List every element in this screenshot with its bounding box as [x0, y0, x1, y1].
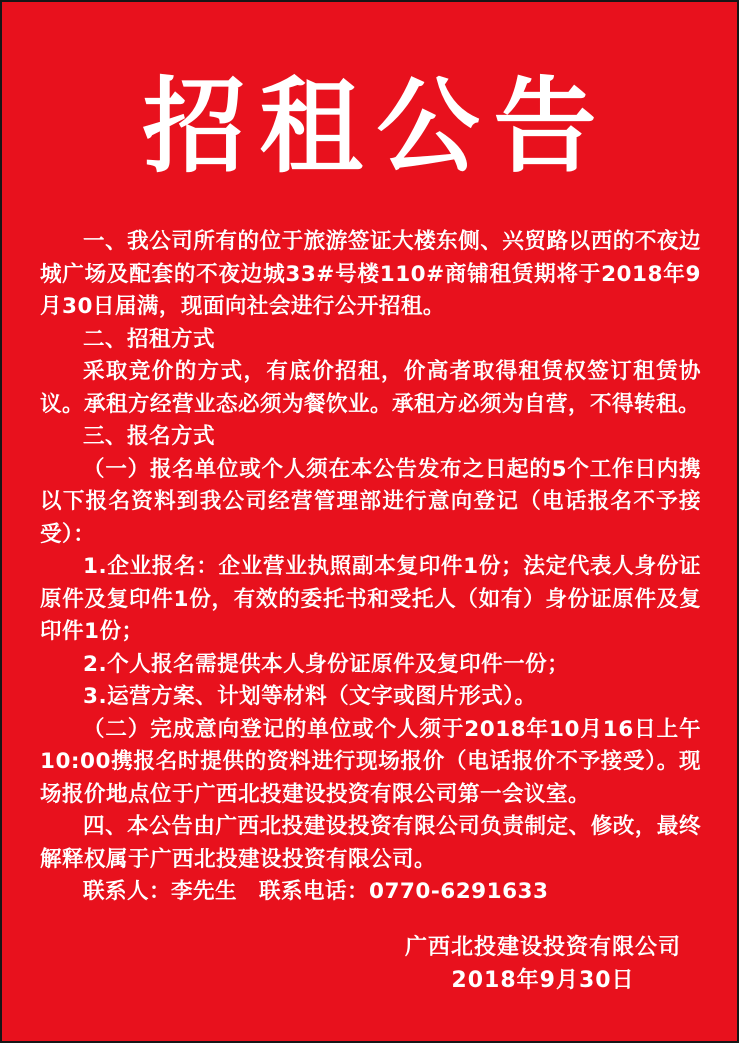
- signature-date: 2018年9月30日: [451, 967, 635, 993]
- paragraph-bidding: （二）完成意向登记的单位或个人须于2018年10月16日上午10:00携报名时提供的资料进行现场报价（电话报价不予接受）。现场报价地点位于广西北投建设投资有限公司第一会议室。: [40, 716, 701, 807]
- paragraph-intro: 一、我公司所有的位于旅游签证大楼东侧、兴贸路以西的不夜边城广场及配套的不夜边城33#号楼110#商铺租赁期将于2018年9月30日届满，现面向社会进行公开招租。: [40, 229, 701, 320]
- paragraph-individual-materials: 2.个人报名需提供本人身份证原件及复印件一份；: [83, 651, 570, 677]
- paragraph-rental-method: 采取竞价的方式，有底价招租，价高者取得租赁权签订租赁协议。承租方经营业态必须为餐饮业。承租方必须为自营，不得转租。: [40, 359, 701, 417]
- signature-company: 广西北投建设投资有限公司: [404, 934, 681, 960]
- contact-line: 联系人：李先生 联系电话：0770-6291633: [83, 879, 549, 905]
- poster-title: 招租公告: [142, 66, 611, 187]
- signature-block: [2, 931, 737, 997]
- paragraph-registration-1: （一）报名单位或个人须在本公告发布之日起的5个工作日内携以下报名资料到我公司经营管理部进行意向登记（电话报名不予接受）：: [40, 456, 701, 547]
- paragraph-operation-plan: 3.运营方案、计划等材料（文字或图片形式）。: [83, 684, 537, 710]
- section-heading-registration: 三、报名方式: [83, 424, 216, 450]
- paragraph-interpretation-rights: 四、本公告由广西北投建设投资有限公司负责制定、修改，最终解释权属于广西北投建设投资有限公司。: [40, 814, 701, 872]
- announcement-body: [2, 226, 737, 909]
- paragraph-enterprise-materials: 1.企业报名：企业营业执照副本复印件1份；法定代表人身份证原件及复印件1份，有效的委托书和受托人（如有）身份证原件及复印件1份；: [40, 554, 701, 645]
- section-heading-rental-method: 二、招租方式: [83, 326, 216, 352]
